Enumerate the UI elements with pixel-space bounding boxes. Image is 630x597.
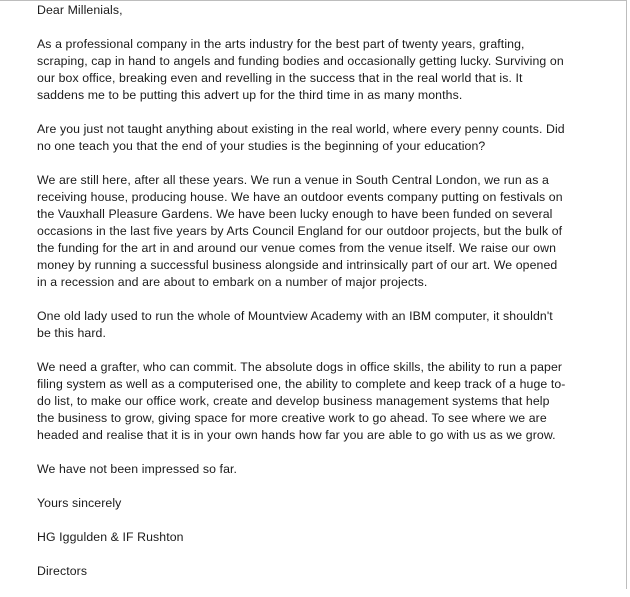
- signatories: HG Iggulden & IF Rushton: [37, 530, 184, 544]
- signatory-title: Directors: [37, 564, 88, 578]
- closing: Yours sincerely: [37, 496, 122, 510]
- paragraph-question: Are you just not taught anything about existing in the real world, where every penny counts. Did no one teach you that the end of your studies is the beginning of your education?: [37, 122, 565, 153]
- paragraph-not-impressed: We have not been impressed so far.: [37, 462, 238, 476]
- salutation: Dear Millenials,: [37, 3, 123, 17]
- letter-body: [37, 2, 569, 597]
- paragraph-company: We are still here, after all these years. We run a venue in South Central London, we run as a receiving house, producing house. We have an outdoor events company putting on festivals on the Vauxhall Pleasure Gardens. We have been lucky enough to have been funded on several occasions in the last five years by Arts Council England for our outdoor projects, but the bulk of the funding for the art in and around our venue comes from the venue itself. We raise our own money by running a successful business alongside and intrinsically part of our art. We opened in a recession and are about to embark on a number of major projects.: [37, 173, 563, 289]
- paragraph-intro: As a professional company in the arts industry for the best part of twenty years, grafting, scraping, cap in hand to angels and funding bodies and occasionally getting lucky. Surviving on our box office, breaking even and revelling in the success that in the real world that is. It saddens me to be putting this advert up for the third time in as many months.: [37, 37, 564, 102]
- paragraph-requirements: We need a grafter, who can commit. The absolute dogs in office skills, the ability to run a paper filing system as well as a computerised one, the ability to complete and keep track of a huge to-do list, to make our office work, create and develop business management systems that help the business to grow, giving space for more creative work to go ahead. To see where we are headed and realise that it is in your own hands how far you are able to go with us as we grow.: [37, 360, 566, 442]
- paragraph-old-lady: One old lady used to run the whole of Mountview Academy with an IBM computer, it shouldn't be this hard.: [37, 309, 553, 340]
